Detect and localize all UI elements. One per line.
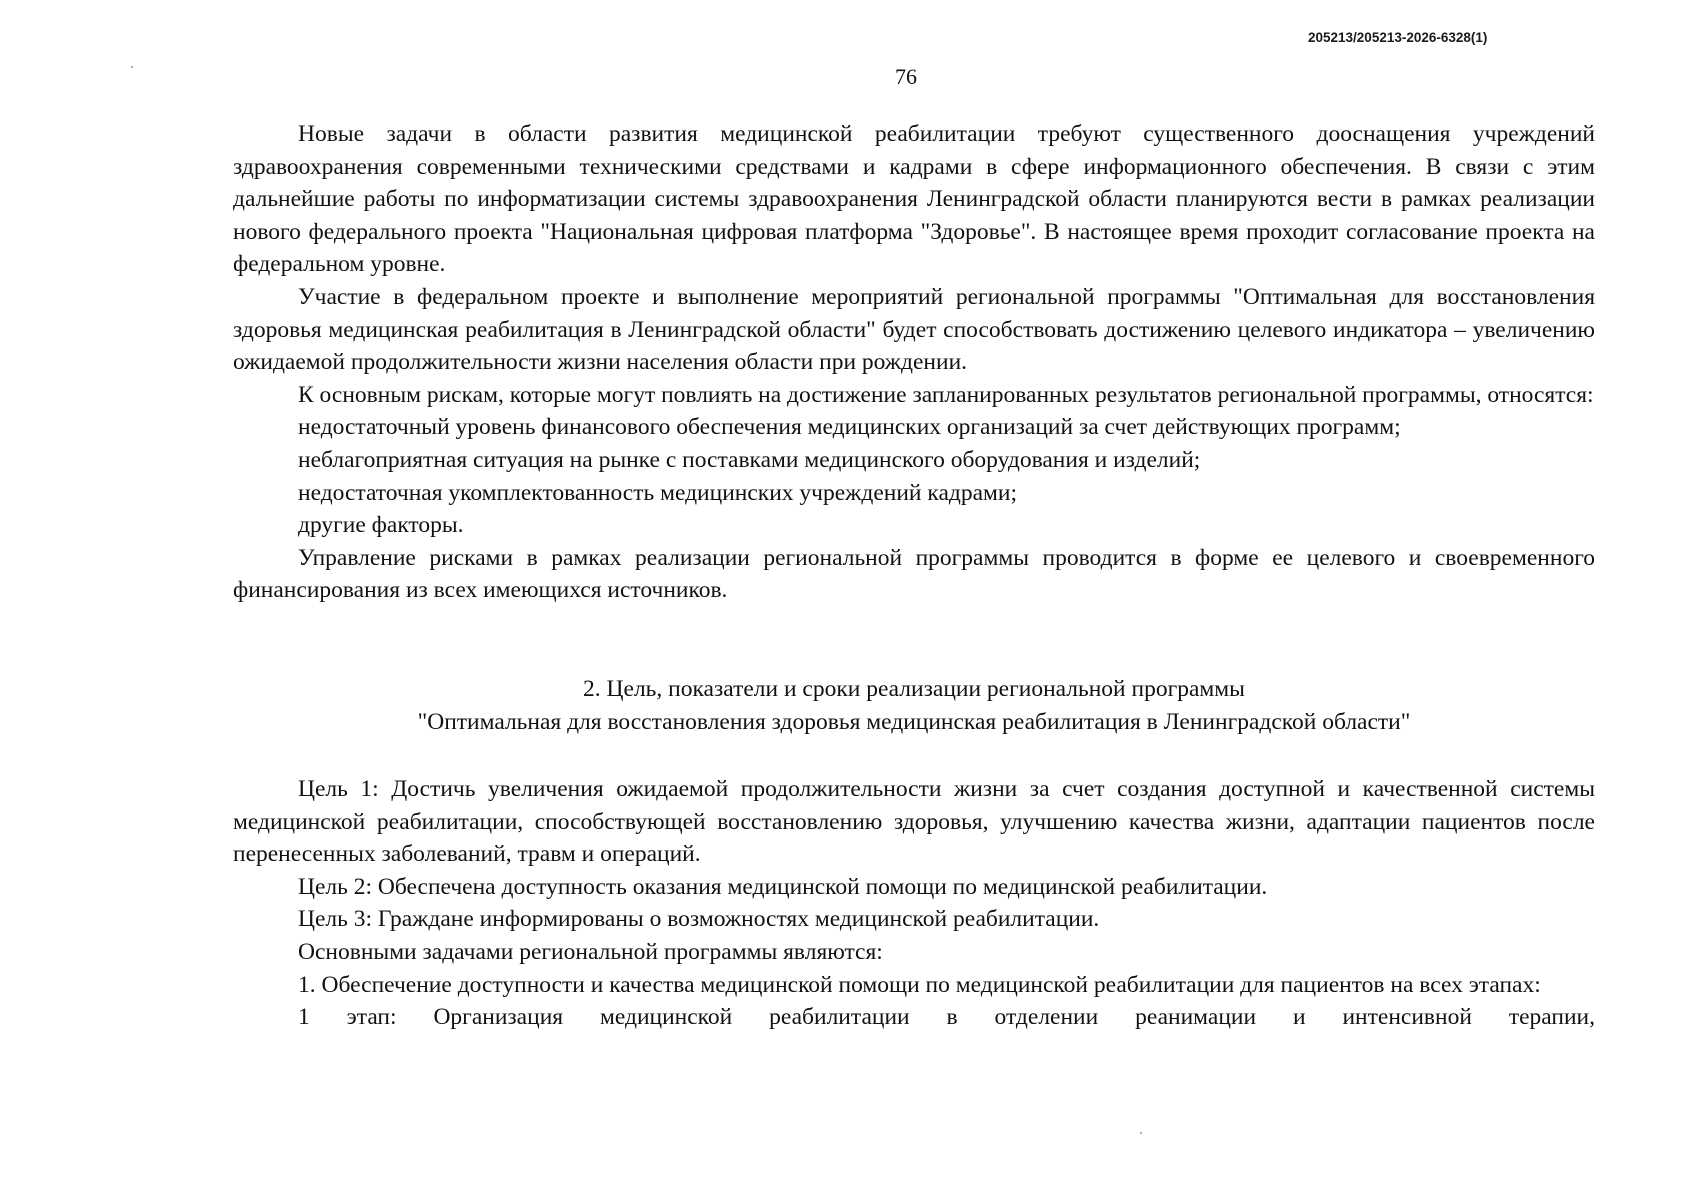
- paragraph-federal-project: Участие в федеральном проекте и выполнение мероприятий региональной программы "Оптимальная для восстановления здоровья медицинская реабилитация в Ленинградской области" будет способствовать достижению целевого индикатора – увеличению ожидаемой продолжительности жизни населения области при рождении.: [233, 283, 1595, 376]
- paragraph-informatization: Новые задачи в области развития медицинской реабилитации требуют существенного дооснащения учреждений здравоохранения современными техническими средствами и кадрами в сфере информационного обеспечения. В связи с этим дальнейшие работы по информатизации системы здравоохранения Ленинградской области планируются вести в рамках реализации нового федерального проекта "Национальная цифровая платформа "Здоровье". В настоящее время проходит согласование проекта на федеральном уровне.: [233, 121, 1595, 278]
- risk-item-financing: недостаточный уровень финансового обеспечения медицинских организаций за счет действующих программ;: [298, 414, 1401, 441]
- paragraph-risk-management: Управление рисками в рамках реализации региональной программы проводится в форме ее целевого и своевременного финансирования из всех имеющихся источников.: [233, 544, 1595, 604]
- goal-3: Цель 3: Граждане информированы о возможностях медицинской реабилитации.: [298, 906, 1100, 933]
- stage-1: 1 этап: Организация медицинской реабилитации в отделении реанимации и интенсивной терапии,: [298, 1004, 1595, 1031]
- paragraph-risks-intro: К основным рискам, которые могут повлиять на достижение запланированных результатов региональной программы, относятся:: [298, 381, 1594, 408]
- section-heading-line1: 2. Цель, показатели и сроки реализации региональной программы: [583, 676, 1245, 702]
- goal-2: Цель 2: Обеспечена доступность оказания медицинской помощи по медицинской реабилитации.: [298, 873, 1268, 900]
- scan-speck: [131, 66, 133, 68]
- intro-block: [233, 118, 1595, 607]
- goals-block: [233, 773, 1595, 1034]
- page-number: 76: [895, 64, 917, 89]
- risk-item-other: другие факторы.: [298, 512, 464, 539]
- risk-item-staffing: недостаточная укомплектованность медицинских учреждений кадрами;: [298, 479, 1017, 506]
- task-1: 1. Обеспечение доступности и качества медицинской помощи по медицинской реабилитации для пациентов на всех этапах:: [298, 971, 1541, 998]
- document-id: 205213/205213-2026-6328(1): [1308, 30, 1488, 45]
- risk-item-market: неблагоприятная ситуация на рынке с поставками медицинского оборудования и изделий;: [298, 446, 1201, 473]
- section-heading: [233, 673, 1595, 738]
- scan-speck: [1140, 1132, 1142, 1134]
- goal-1: Цель 1: Достичь увеличения ожидаемой продолжительности жизни за счет создания доступной и качественной системы медицинской реабилитации, способствующей восстановлению здоровья, улучшению качества жизни, адаптации пациентов после перенесенных заболеваний, травм и операций.: [233, 776, 1595, 868]
- section-heading-line2: "Оптимальная для восстановления здоровья медицинская реабилитация в Ленинградской области": [417, 708, 1411, 735]
- tasks-intro: Основными задачами региональной программы являются:: [298, 938, 883, 965]
